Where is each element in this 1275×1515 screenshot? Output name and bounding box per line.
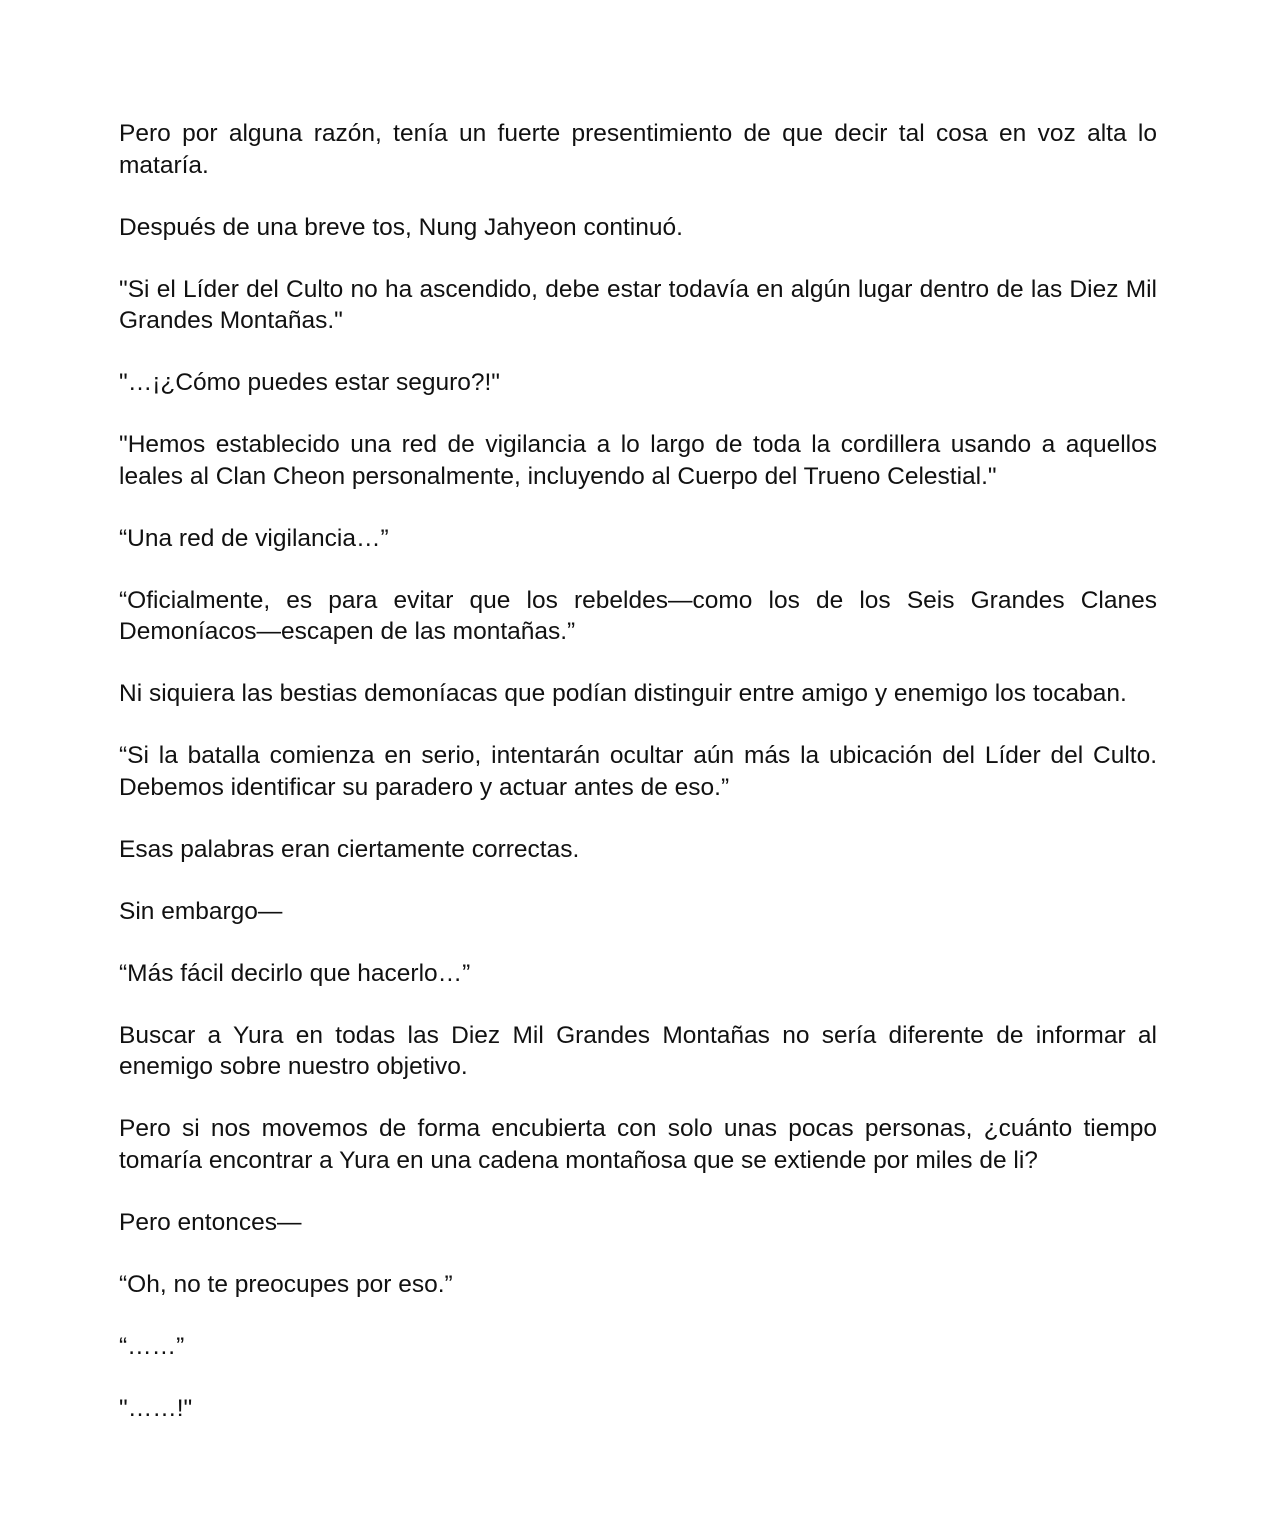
- paragraph: Sin embargo—: [119, 897, 283, 925]
- paragraph: Ni siquiera las bestias demoníacas que podían distinguir entre amigo y enemigo los tocaban.: [119, 680, 1127, 707]
- paragraph: Pero entonces—: [119, 1208, 302, 1236]
- paragraph: "Si el Líder del Culto no ha ascendido, debe estar todavía en algún lugar dentro de las Diez Mil Grandes Montañas.": [119, 275, 1157, 334]
- paragraph: “Más fácil decirlo que hacerlo…”: [119, 959, 471, 987]
- document-body: [119, 118, 1157, 1455]
- paragraph: "……!": [119, 1394, 193, 1422]
- paragraph: “Una red de vigilancia…”: [119, 524, 389, 552]
- paragraph: “Si la batalla comienza en serio, intentarán ocultar aún más la ubicación del Líder del Culto. Debemos identificar su paradero y actuar antes de eso.”: [119, 742, 1157, 801]
- paragraph: Esas palabras eran ciertamente correctas.: [119, 835, 580, 863]
- paragraph: Después de una breve tos, Nung Jahyeon continuó.: [119, 213, 683, 241]
- paragraph: "…¡¿Cómo puedes estar seguro?!": [119, 369, 500, 396]
- paragraph: "Hemos establecido una red de vigilancia a lo largo de toda la cordillera usando a aquellos leales al Clan Cheon personalmente, incluyendo al Cuerpo del Trueno Celestial.": [119, 431, 1157, 490]
- paragraph: “Oficialmente, es para evitar que los rebeldes—como los de los Seis Grandes Clanes Demoníacos—escapen de las montañas.”: [119, 586, 1157, 645]
- paragraph: “Oh, no te preocupes por eso.”: [119, 1270, 453, 1298]
- paragraph: Pero si nos movemos de forma encubierta con solo unas pocas personas, ¿cuánto tiempo tomaría encontrar a Yura en una cadena montañosa que se extiende por miles de li?: [119, 1115, 1157, 1174]
- paragraph: Pero por alguna razón, tenía un fuerte presentimiento de que decir tal cosa en voz alta lo mataría.: [119, 120, 1157, 179]
- paragraph: Buscar a Yura en todas las Diez Mil Grandes Montañas no sería diferente de informar al enemigo sobre nuestro objetivo.: [119, 1021, 1157, 1080]
- paragraph: “……”: [119, 1332, 185, 1360]
